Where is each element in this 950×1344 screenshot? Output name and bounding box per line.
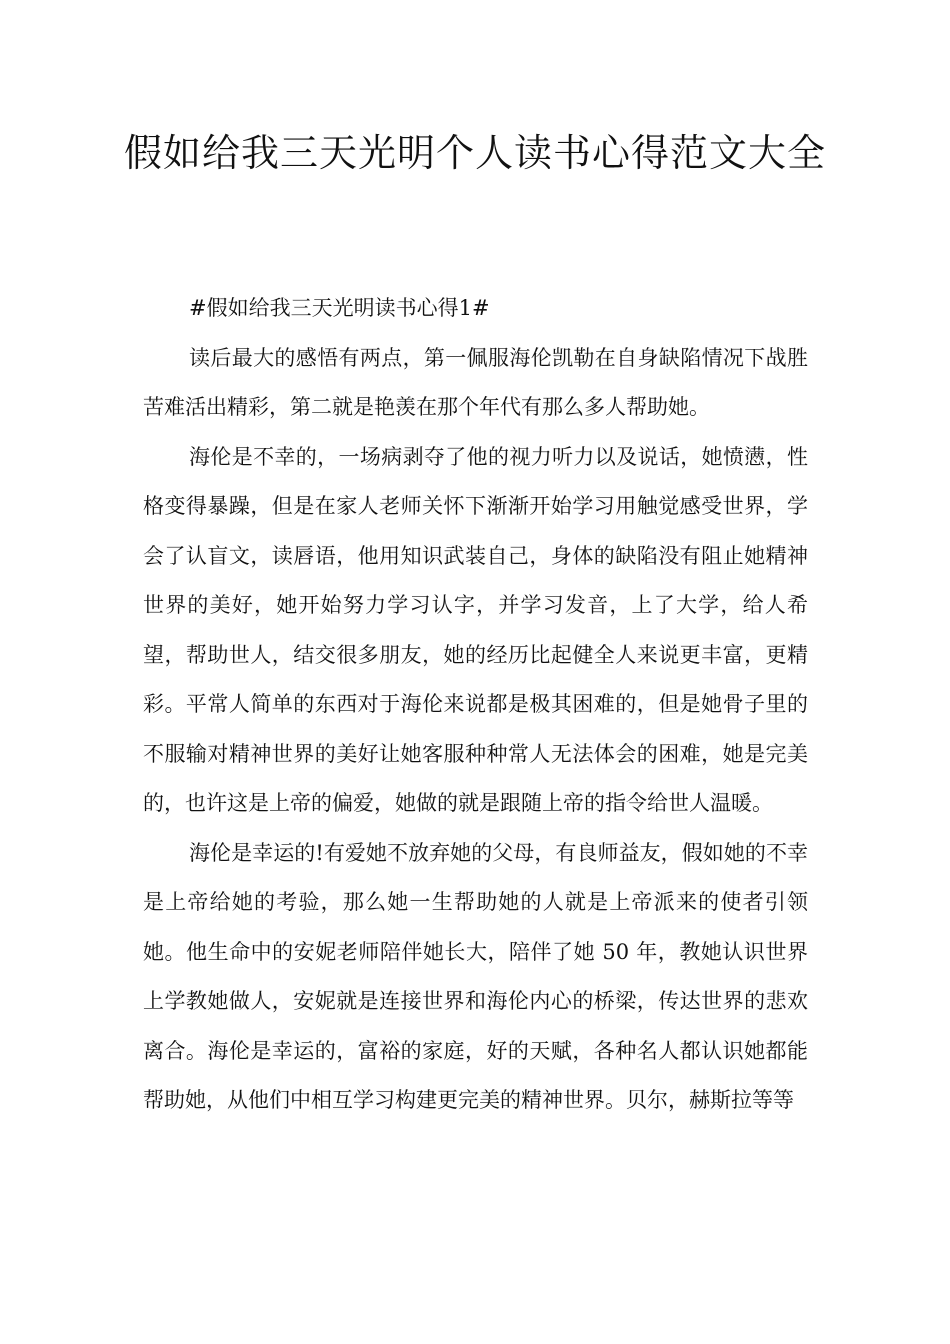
paragraph: 读后最大的感悟有两点，第一佩服海伦凯勒在自身缺陷情况下战胜苦难活出精彩，第二就是艳羡在那个年代有那么多人帮助她。 bbox=[143, 345, 808, 419]
document-body bbox=[143, 284, 808, 1126]
paragraph: 海伦是不幸的，一场病剥夺了他的视力听力以及说话，她愤懑，性格变得暴躁，但是在家人老师关怀下渐渐开始学习用触觉感受世界，学会了认盲文，读唇语，他用知识武装自己，身体的缺陷没有阻止她精神世界的美好，她开始努力学习认字，并学习发音，上了大学，给人希望，帮助世人，结交很多朋友，她的经历比起健全人来说更丰富，更精彩。平常人简单的东西对于海伦来说都是极其困难的，但是她骨子里的不服输对精神世界的美好让她客服种种常人无法体会的困难，她是完美的，也许这是上帝的偏爱，她做的就是跟随上帝的指令给世人温暖。 bbox=[143, 444, 808, 815]
document-title: 假如给我三天光明个人读书心得范文大全 bbox=[123, 131, 826, 175]
paragraph: 海伦是幸运的!有爱她不放弃她的父母，有良师益友，假如她的不幸是上帝给她的考验，那么她一生帮助她的人就是上帝派来的使者引领她。他生命中的安妮老师陪伴她长大，陪伴了她 50 年，教她认识世界上学教她做人，安妮就是连接世界和海伦内心的桥梁，传达世界的悲欢离合。海伦是幸运的，富裕的家庭，好的天赋，各种名人都认识她都能帮助她，从他们中相互学习构建更完美的精神世界。贝尔，赫斯拉等等 bbox=[143, 840, 808, 1112]
section-heading: #假如给我三天光明读书心得1# bbox=[189, 296, 490, 320]
